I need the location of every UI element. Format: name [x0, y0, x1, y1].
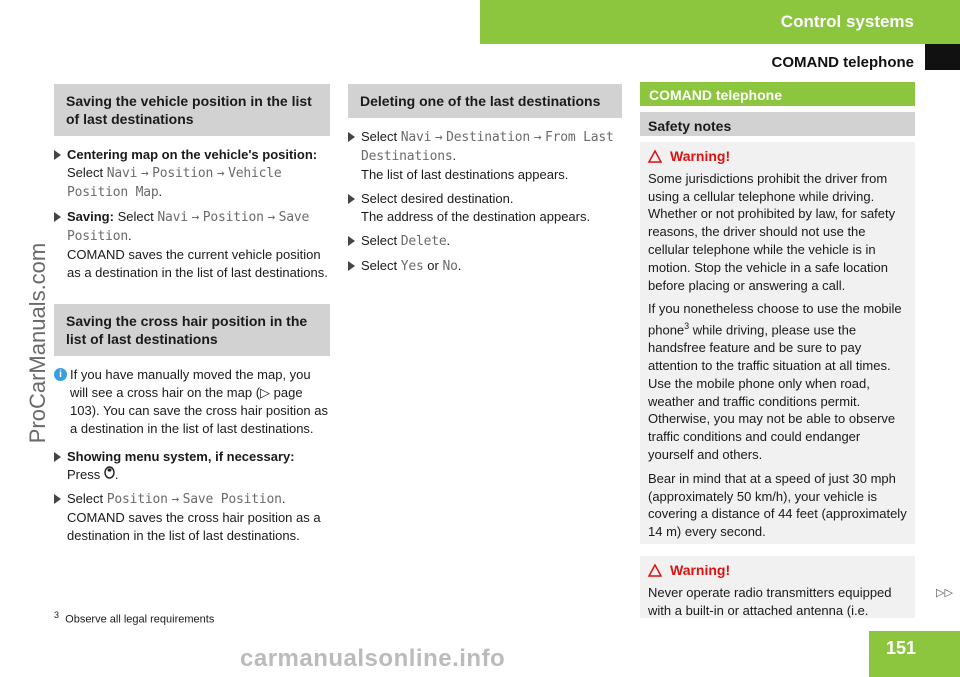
warning-box-2 — [640, 556, 915, 618]
section-title: Control systems — [780, 12, 914, 31]
footnote: $^3$ Observe all legal requirements — [54, 610, 215, 626]
page-number: 151 — [885, 638, 916, 658]
middle-column — [348, 84, 622, 282]
step-saving: Saving: Select Navi → Position → Save Position. COMAND saves the current vehicle position as a destination in the list of last destinations. — [54, 208, 330, 282]
left-column — [54, 84, 330, 551]
section-box-delete-destination: Deleting one of the last destinations — [348, 84, 622, 118]
section-box-save-crosshair: Saving the cross hair position in the list of last destinations — [54, 304, 330, 356]
warning-triangle-icon — [648, 148, 670, 164]
warning-heading: Warning! — [648, 148, 907, 166]
warning-text: Bear in mind that at a speed of just 30 mph (approximately 50 km/h), your vehicle is covering a distance of 44 feet (approximately 14 m) every second. — [648, 470, 907, 540]
step-select-destination: Select desired destination. The address of the destination appears. — [348, 190, 622, 226]
warning-text: Never operate radio transmitters equipped with a built-in or attached antenna (i.e. — [648, 584, 892, 618]
info-icon: i — [54, 368, 67, 381]
right-column — [640, 82, 915, 618]
subsection-title: COMAND telephone — [771, 54, 914, 71]
info-note: i If you have manually moved the map, you will see a cross hair on the map (▷ page 103). You can save the cross hair position as a destination in the list of last destinations. — [54, 366, 330, 438]
step-showing-menu: Showing menu system, if necessary: Press . — [54, 448, 330, 484]
step-select-yes-no: Select Yes or No. — [348, 257, 622, 276]
controller-press-icon — [104, 467, 115, 482]
warning-heading: Warning! — [648, 562, 907, 580]
side-watermark: ProCarManuals.com — [25, 242, 50, 444]
warning-text: Some jurisdictions prohibit the driver from using a cellular telephone while driving. Whether or not prohibited by law, for safety reasons, the driver should not use the cellular telephone while the vehicle is in motion. Stop the vehicle in a safe location before placing or answering a call. — [648, 170, 896, 293]
step-select-delete: Select Delete. — [348, 232, 622, 251]
warning-box-1 — [640, 142, 915, 544]
continue-arrow-icon: ▷▷ — [936, 587, 953, 599]
warning-triangle-icon — [648, 562, 670, 578]
bottom-watermark: carmanualsonline.info — [240, 645, 506, 672]
header-black-tab — [925, 44, 960, 70]
step-select-save-position: Select Position → Save Position. COMAND saves the cross hair position as a destination in the list of last destinations. — [54, 490, 330, 545]
warning-text: If you nonetheless choose to use the mobile phone$^3$ while driving, please use the handsfree feature and be sure to pay attention to the traffic situation at all times. Use the mobile phone only when road, weather and traffic conditions permit. Otherwise, you may not be able to observe traffic conditions and could endanger yourself and others. — [648, 301, 902, 463]
section-box-safety-notes: Safety notes — [640, 112, 915, 136]
step-centering: Centering map on the vehicle's position: Select Navi → Position → Vehicle Position Map. — [54, 146, 330, 202]
topic-bar-comand-telephone: COMAND telephone — [640, 82, 915, 106]
step-select-from-last: Select Navi → Destination → From Last Destinations. The list of last destinations appears. — [348, 128, 622, 184]
section-box-save-vehicle-position: Saving the vehicle position in the list of last destinations — [54, 84, 330, 136]
